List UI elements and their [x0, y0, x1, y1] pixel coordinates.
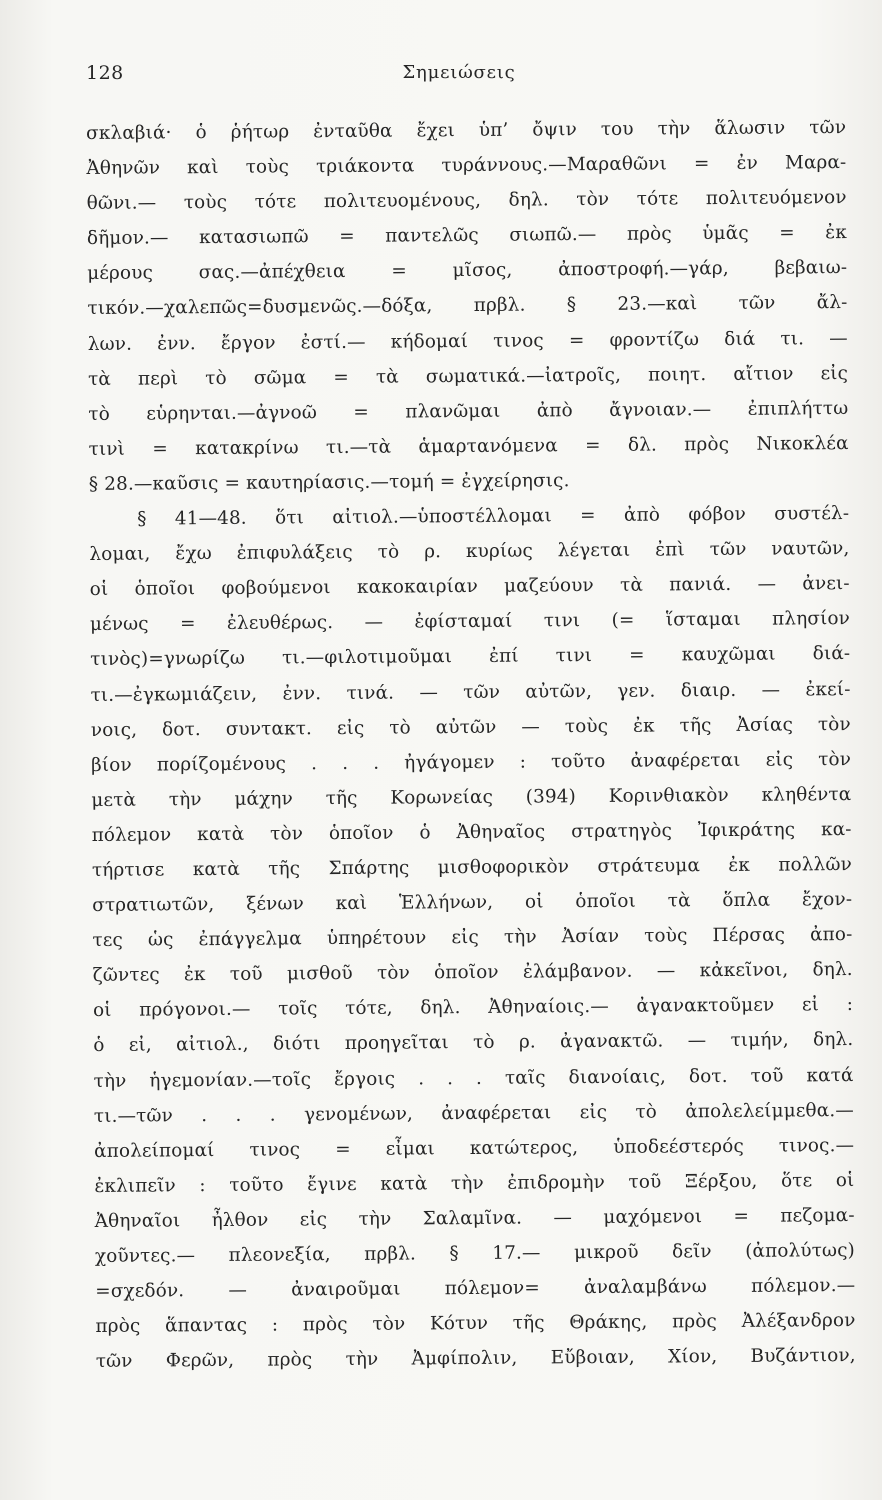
- text-line: =σχεδόν. — ἀναιροῦμαι πόλεμον= ἀναλαμβάνω πόλεμον.—: [95, 1275, 856, 1303]
- text-line: τῶν Φερῶν, πρὸς τὴν Ἀμφίπολιν, Εὔβοιαν, Χίον, Βυζάντιον,: [95, 1345, 856, 1373]
- text-line: Ἀθηνῶν καὶ τοὺς τριάκοντα τυράννους.—Μαραθῶνι = ἐν Μαρα-: [86, 152, 847, 180]
- text-line: χοῦντες.— πλεονεξία, πρβλ. § 17.— μικροῦ δεῖν (ἀπολύτως): [94, 1239, 856, 1267]
- page-header: [86, 62, 832, 92]
- text-line: πόλεμον κατὰ τὸν ὁποῖον ὁ Ἀθηναῖος στρατηγὸς Ἰφικράτης κα-: [91, 818, 852, 846]
- text-line: βίον πορίζομένους . . . ἠγάγομεν : τοῦτο ἀναφέρεται εἰς τὸν: [91, 748, 852, 776]
- text-line: δῆμον.— κατασιωπῶ = παντελῶς σιωπῶ.— πρὸς ὑμᾶς = ἐκ: [86, 222, 848, 250]
- text-line: § 28.—καῦσις = καυτηρίασις.—τομή = ἐγχείρησις.: [88, 470, 570, 495]
- page-number: 128: [86, 62, 124, 84]
- text-line: λων. ἐνν. ἔργον ἐστί.— κήδομαί τινος = φροντίζω διά τι. —: [87, 327, 848, 355]
- notes-text: [86, 110, 856, 1379]
- text-line: ζῶντες ἐκ τοῦ μισθοῦ τὸν ὁποῖον ἐλάμβανον. — κἀκεῖνοι, δηλ.: [92, 959, 853, 987]
- text-line: λομαι, ἔχω ἐπιφυλάξεις τὸ ρ. κυρίως λέγεται ἐπὶ τῶν ναυτῶν,: [89, 538, 850, 566]
- text-line: σκλαβιά· ὁ ῥήτωρ ἐνταῦθα ἔχει ὑπ’ ὄψιν του τὴν ἅλωσιν τῶν: [86, 117, 847, 144]
- text-line: τὴν ἡγεμονίαν.—τοῖς ἔργοις . . . ταῖς διανοίαις, δοτ. τοῦ κατά: [93, 1064, 854, 1092]
- text-line: πρὸς ἅπαντας : πρὸς τὸν Κότυν τῆς Θράκης, πρὸς Ἀλέξανδρον: [95, 1310, 856, 1338]
- text-line: θῶνι.— τοὺς τότε πολιτευομένους, δηλ. τὸν τότε πολιτευόμενον: [86, 187, 847, 215]
- text-line: ἀπολείπομαί τινος = εἶμαι κατώτερος, ὑποδεέστερός τινος.—: [94, 1134, 855, 1162]
- text-line: μετὰ τὴν μάχην τῆς Κορωνείας (394) Κορινθιακὸν κληθέντα: [91, 783, 852, 811]
- running-head: Σημειώσεις: [402, 62, 516, 83]
- text-line: τι.—ἐγκωμιάζειν, ἐνν. τινά. — τῶν αὐτῶν, γεν. διαιρ. — ἐκεί-: [90, 678, 851, 706]
- text-line: μέρους σας.—ἀπέχθεια = μῖσος, ἀποστροφή.—γάρ, βεβαιω-: [87, 257, 848, 285]
- text-line: τήρτισε κατὰ τῆς Σπάρτης μισθοφορικὸν στράτευμα ἐκ πολλῶν: [91, 853, 852, 881]
- text-line: νοις, δοτ. συντακτ. εἰς τὸ αὐτῶν — τοὺς ἐκ τῆς Ἀσίας τὸν: [90, 713, 851, 741]
- text-line: τὸ εὑρηνται.—ἀγνοῶ = πλανῶμαι ἀπὸ ἄγνοιαν.— ἐπιπλήττω: [88, 397, 849, 425]
- text-line: Ἀθηναῖοι ἦλθον εἰς τὴν Σαλαμῖνα. — μαχόμενοι = πεζομα-: [94, 1204, 855, 1232]
- text-line: μένως = ἐλευθέρως. — ἐφίσταμαί τινι (= ἵσταμαι πλησίον: [89, 608, 851, 636]
- text-line: τι.—τῶν . . . γενομένων, ἀναφέρεται εἰς τὸ ἀπολελείμμεθα.—: [93, 1099, 854, 1127]
- text-line: οἱ ὁποῖοι φοβούμενοι κακοκαιρίαν μαζεύουν τὰ πανιά. — ἀνει-: [89, 573, 850, 601]
- text-line: οἱ πρόγονοι.— τοῖς τότε, δηλ. Ἀθηναίοις.— ἀγανακτοῦμεν εἰ :: [92, 994, 854, 1022]
- text-line: στρατιωτῶν, ξένων καὶ Ἑλλήνων, οἱ ὁποῖοι τὰ ὅπλα ἔχον-: [92, 889, 853, 917]
- text-line: τικόν.—χαλεπῶς=δυσμενῶς.—δόξα, πρβλ. § 23.—καὶ τῶν ἄλ-: [87, 292, 848, 320]
- text-line: ὁ εἰ, αἰτιολ., διότι προηγεῖται τὸ ρ. ἀγανακτῶ. — τιμήν, δηλ.: [93, 1029, 854, 1057]
- text-line: τὰ περὶ τὸ σῶμα = τὰ σωματικά.—ἰατροῖς, ποιητ. αἴτιον εἰς: [87, 362, 849, 390]
- text-line: τινὶ = κατακρίνω τι.—τὰ ἁμαρτανόμενα = δλ. πρὸς Νικοκλέα: [88, 432, 849, 460]
- text-line-paragraph-start: § 41—48. ὅτι αἰτιολ.—ὑποστέλλομαι = ἀπὸ φόβον συστέλ-: [137, 503, 850, 530]
- text-line: τες ὡς ἐπάγγελμα ὑπηρέτουν εἰς τὴν Ἀσίαν τοὺς Πέρσας ἀπο-: [92, 924, 853, 952]
- text-line: ἐκλιπεῖν : τοῦτο ἔγινε κατὰ τὴν ἐπιδρομὴν τοῦ Ξέρξου, ὅτε οἱ: [94, 1169, 855, 1197]
- text-line: τινὸς)=γνωρίζω τι.—φιλοτιμοῦμαι ἐπί τινι = καυχῶμαι διά-: [90, 643, 851, 671]
